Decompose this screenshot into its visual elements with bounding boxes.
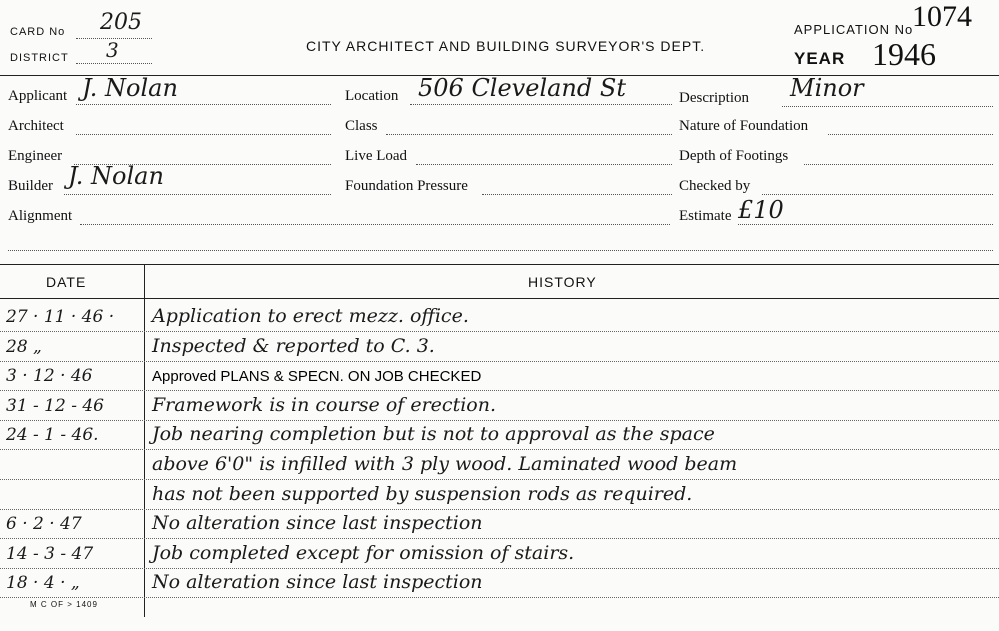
form-code: M C OF > 1409 xyxy=(30,600,98,609)
alignment-label: Alignment xyxy=(8,208,73,224)
location-value: 506 Cleveland St xyxy=(418,74,626,102)
history-row xyxy=(0,421,999,450)
application-no-value: 1074 xyxy=(912,0,972,33)
history-text: has not been supported by suspension rods as required. xyxy=(152,482,693,505)
history-row xyxy=(0,451,999,480)
history-date: 28 „ xyxy=(6,336,42,357)
history-row xyxy=(0,333,999,362)
history-text: No alteration since last inspection xyxy=(152,571,483,594)
history-text: No alteration since last inspection xyxy=(152,512,483,535)
history-row xyxy=(0,510,999,539)
history-date: 24 - 1 - 46. xyxy=(6,425,99,446)
history-row xyxy=(0,362,999,391)
estimate-value: £10 xyxy=(738,196,784,224)
checked-by-label: Checked by xyxy=(679,178,751,194)
history-date: 6 · 2 · 47 xyxy=(6,514,82,535)
class-label: Class xyxy=(345,118,378,134)
card-no-label: CARD No xyxy=(10,26,66,38)
history-text: Job completed except for omission of stairs. xyxy=(152,541,575,564)
applicant-value: J. Nolan xyxy=(82,74,178,102)
builder-label: Builder xyxy=(8,178,53,194)
history-text: Inspected & reported to C. 3. xyxy=(152,334,435,357)
year-value: 1946 xyxy=(872,36,936,72)
application-no-label: APPLICATION No xyxy=(794,22,914,37)
architect-label: Architect xyxy=(8,118,64,134)
district-value: 3 xyxy=(106,38,119,62)
history-text: Approved PLANS & SPECN. ON JOB CHECKED xyxy=(152,368,482,386)
applicant-label: Applicant xyxy=(8,88,68,104)
history-date: 3 · 12 · 46 xyxy=(6,366,93,387)
engineer-label: Engineer xyxy=(8,148,63,164)
history-date: 18 · 4 · „ xyxy=(6,573,80,594)
history-text: Application to erect mezz. office. xyxy=(152,305,469,327)
description-value: Minor xyxy=(790,74,864,102)
description-label: Description xyxy=(679,90,749,106)
history-row xyxy=(0,540,999,569)
nature-of-foundation-label: Nature of Foundation xyxy=(679,118,809,134)
date-column-header: DATE xyxy=(46,274,87,290)
history-date: 14 - 3 - 47 xyxy=(6,543,94,564)
history-row xyxy=(0,481,999,510)
department-title: CITY ARCHITECT AND BUILDING SURVEYOR'S DEPT. xyxy=(306,38,706,54)
estimate-label: Estimate xyxy=(679,208,732,224)
history-column-header: HISTORY xyxy=(528,274,597,290)
history-row xyxy=(0,303,999,332)
year-label: YEAR xyxy=(794,49,846,68)
card-no-value: 205 xyxy=(100,10,142,35)
district-label: DISTRICT xyxy=(10,52,69,64)
history-text: Job nearing completion but is not to approval as the space xyxy=(152,423,715,446)
live-load-label: Live Load xyxy=(345,148,408,164)
history-text: above 6'0" is infilled with 3 ply wood. Laminated wood beam xyxy=(152,453,738,475)
foundation-pressure-label: Foundation Pressure xyxy=(345,178,468,194)
history-date: 31 - 12 - 46 xyxy=(6,395,104,416)
builder-value: J. Nolan xyxy=(68,162,164,190)
history-row xyxy=(0,392,999,421)
depth-of-footings-label: Depth of Footings xyxy=(679,148,789,164)
history-date: 27 · 11 · 46 · xyxy=(6,307,115,327)
history-row xyxy=(0,569,999,598)
history-text: Framework is in course of erection. xyxy=(152,393,496,416)
location-label: Location xyxy=(345,88,399,104)
